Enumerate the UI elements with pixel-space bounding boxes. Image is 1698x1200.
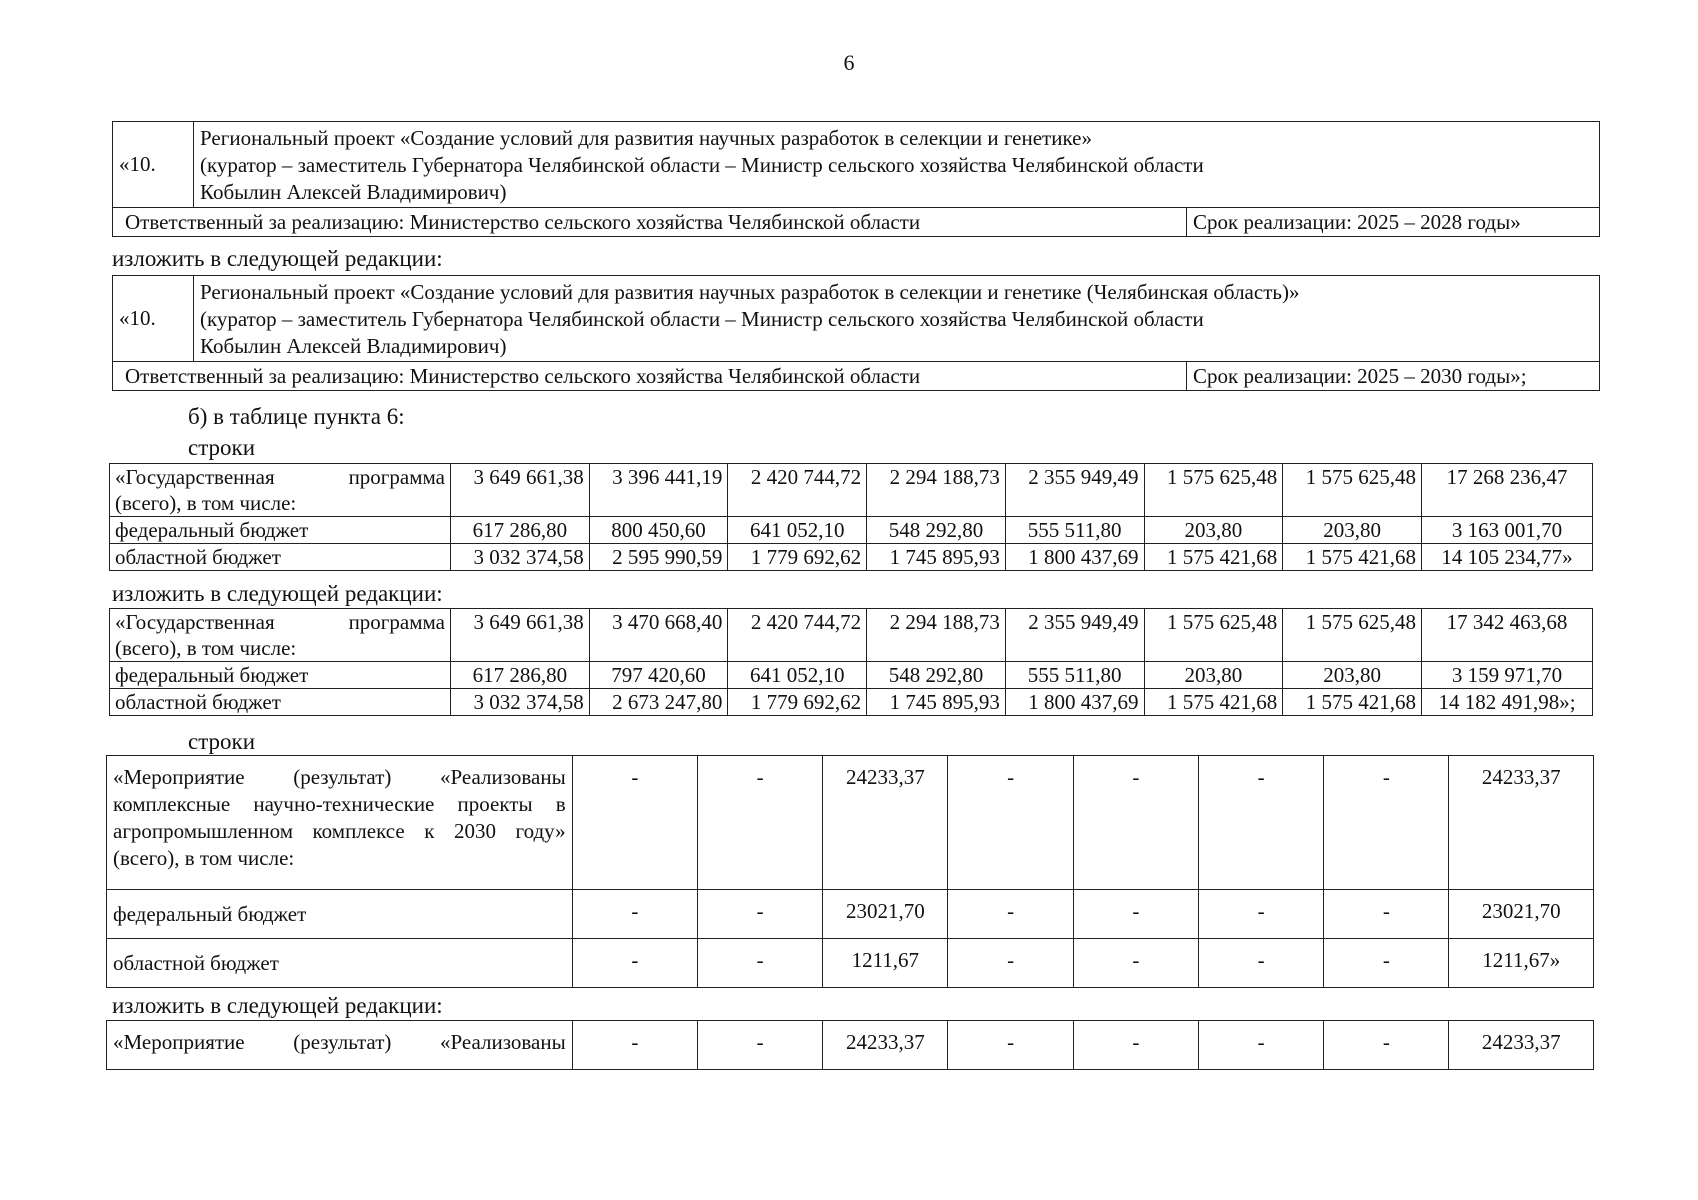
- cell: 2 673 247,80: [589, 689, 728, 716]
- table-row: [107, 756, 1594, 890]
- cell-total: 14 105 234,77»: [1422, 544, 1593, 571]
- cell: -: [697, 756, 822, 890]
- cell: 1211,67: [823, 939, 948, 988]
- new-edition-phrase: изложить в следующей редакции:: [112, 993, 443, 1018]
- cell: 1 779 692,62: [728, 544, 867, 571]
- cell: 1 575 625,48: [1144, 609, 1283, 662]
- cell: 1 575 421,68: [1144, 544, 1283, 571]
- cell-total: 24233,37: [1449, 1021, 1594, 1070]
- cell: -: [1324, 939, 1449, 988]
- cell: 1 575 421,68: [1144, 689, 1283, 716]
- cell-total: 3 163 001,70: [1422, 517, 1593, 544]
- project-responsible: Ответственный за реализацию: Министерство сельского хозяйства Челябинской области: [113, 362, 1187, 391]
- cell: 1 745 895,93: [867, 544, 1006, 571]
- cell: -: [572, 890, 697, 939]
- row-label: областной бюджет: [110, 689, 451, 716]
- cell: 203,80: [1283, 517, 1422, 544]
- cell: 3 649 661,38: [451, 609, 590, 662]
- cell: -: [1198, 756, 1323, 890]
- cell: 24233,37: [823, 1021, 948, 1070]
- cell: -: [572, 939, 697, 988]
- table-row: [110, 464, 1593, 517]
- project-old-table: [112, 121, 1600, 237]
- cell: 203,80: [1144, 662, 1283, 689]
- state-program-new-table: [109, 608, 1593, 716]
- row-label: областной бюджет: [110, 544, 451, 571]
- project-number: «10.: [113, 122, 194, 208]
- cell-total: 3 159 971,70: [1422, 662, 1593, 689]
- cell: -: [697, 939, 822, 988]
- table-row: [110, 544, 1593, 571]
- project-new-table: [112, 275, 1600, 391]
- cell: -: [1324, 1021, 1449, 1070]
- project-number: «10.: [113, 276, 194, 362]
- rows-word: строки: [188, 729, 256, 754]
- cell: -: [697, 890, 822, 939]
- cell: -: [1073, 1021, 1198, 1070]
- cell: 1 779 692,62: [728, 689, 867, 716]
- cell: 1 575 421,68: [1283, 689, 1422, 716]
- cell: 3 649 661,38: [451, 464, 590, 517]
- cell: 1 745 895,93: [867, 689, 1006, 716]
- row-label: «Государственная программа (всего), в том числе:: [110, 464, 451, 517]
- table-row: [110, 689, 1593, 716]
- cell: 2 355 949,49: [1005, 464, 1144, 517]
- cell: -: [1073, 890, 1198, 939]
- project-title: Региональный проект «Создание условий для развития научных разработок в селекции и генетике (Челябинская область)» (куратор – заместитель Губернатора Челябинской области – Министр сельского хозяйства Челябинской области Кобылин Алексей Владимирович): [194, 276, 1600, 362]
- cell: 2 420 744,72: [728, 609, 867, 662]
- cell: -: [1198, 939, 1323, 988]
- cell: 641 052,10: [728, 662, 867, 689]
- cell: -: [1324, 890, 1449, 939]
- row-label: «Мероприятие (результат) «Реализованы комплексные научно-технические проекты в агропромышленном комплексе к 2030 году» (всего), в том числе:: [107, 756, 573, 890]
- cell: 3 470 668,40: [589, 609, 728, 662]
- cell: 1 800 437,69: [1005, 544, 1144, 571]
- row-label: областной бюджет: [107, 939, 573, 988]
- cell: 203,80: [1283, 662, 1422, 689]
- cell-total: 24233,37: [1449, 756, 1594, 890]
- cell: 3 396 441,19: [589, 464, 728, 517]
- cell: 1 575 625,48: [1144, 464, 1283, 517]
- cell: -: [1198, 890, 1323, 939]
- cell: -: [1073, 939, 1198, 988]
- table-row: [107, 1021, 1594, 1070]
- cell: -: [948, 939, 1073, 988]
- table-row: [107, 939, 1594, 988]
- project-term: Срок реализации: 2025 – 2030 годы»;: [1187, 362, 1600, 391]
- row-label: «Мероприятие (результат) «Реализованы: [107, 1021, 573, 1070]
- cell: 548 292,80: [867, 517, 1006, 544]
- cell: 203,80: [1144, 517, 1283, 544]
- table-row: [110, 609, 1593, 662]
- item-b-heading: б) в таблице пункта 6:: [188, 404, 405, 429]
- cell-total: 23021,70: [1449, 890, 1594, 939]
- cell: 3 032 374,58: [451, 544, 590, 571]
- cell: 800 450,60: [589, 517, 728, 544]
- rows-word: строки: [188, 435, 256, 460]
- cell-total: 14 182 491,98»;: [1422, 689, 1593, 716]
- cell: -: [1324, 756, 1449, 890]
- cell-total: 17 342 463,68: [1422, 609, 1593, 662]
- cell: -: [572, 756, 697, 890]
- measure-old-table: [106, 755, 1594, 988]
- table-row: [110, 517, 1593, 544]
- row-label: федеральный бюджет: [107, 890, 573, 939]
- cell: -: [948, 756, 1073, 890]
- cell: 2 294 188,73: [867, 464, 1006, 517]
- cell: -: [1073, 756, 1198, 890]
- cell: -: [948, 890, 1073, 939]
- table-row: [107, 890, 1594, 939]
- new-edition-phrase: изложить в следующей редакции:: [112, 246, 443, 271]
- cell: 555 511,80: [1005, 517, 1144, 544]
- cell: 555 511,80: [1005, 662, 1144, 689]
- cell: 3 032 374,58: [451, 689, 590, 716]
- cell: 23021,70: [823, 890, 948, 939]
- cell: 641 052,10: [728, 517, 867, 544]
- cell: 548 292,80: [867, 662, 1006, 689]
- row-label: федеральный бюджет: [110, 517, 451, 544]
- cell-total: 1211,67»: [1449, 939, 1594, 988]
- cell: 617 286,80: [451, 662, 590, 689]
- cell: 1 575 625,48: [1283, 609, 1422, 662]
- cell: -: [697, 1021, 822, 1070]
- row-label: федеральный бюджет: [110, 662, 451, 689]
- cell: 1 800 437,69: [1005, 689, 1144, 716]
- cell: -: [1198, 1021, 1323, 1070]
- row-label: «Государственная программа (всего), в том числе:: [110, 609, 451, 662]
- cell: 2 420 744,72: [728, 464, 867, 517]
- table-row: [110, 662, 1593, 689]
- measure-new-table: [106, 1020, 1594, 1070]
- cell: 2 595 990,59: [589, 544, 728, 571]
- new-edition-phrase: изложить в следующей редакции:: [112, 581, 443, 606]
- cell: 24233,37: [823, 756, 948, 890]
- page-number: 6: [843, 50, 855, 75]
- cell: 617 286,80: [451, 517, 590, 544]
- cell: 1 575 625,48: [1283, 464, 1422, 517]
- cell: 797 420,60: [589, 662, 728, 689]
- cell: -: [572, 1021, 697, 1070]
- cell: 2 355 949,49: [1005, 609, 1144, 662]
- cell: 2 294 188,73: [867, 609, 1006, 662]
- cell: 1 575 421,68: [1283, 544, 1422, 571]
- project-responsible: Ответственный за реализацию: Министерство сельского хозяйства Челябинской области: [113, 208, 1187, 237]
- cell: -: [948, 1021, 1073, 1070]
- project-term: Срок реализации: 2025 – 2028 годы»: [1187, 208, 1600, 237]
- state-program-old-table: [109, 463, 1593, 571]
- cell-total: 17 268 236,47: [1422, 464, 1593, 517]
- project-title: Региональный проект «Создание условий для развития научных разработок в селекции и генетике» (куратор – заместитель Губернатора Челябинской области – Министр сельского хозяйства Челябинской области Кобылин Алексей Владимирович): [194, 122, 1600, 208]
